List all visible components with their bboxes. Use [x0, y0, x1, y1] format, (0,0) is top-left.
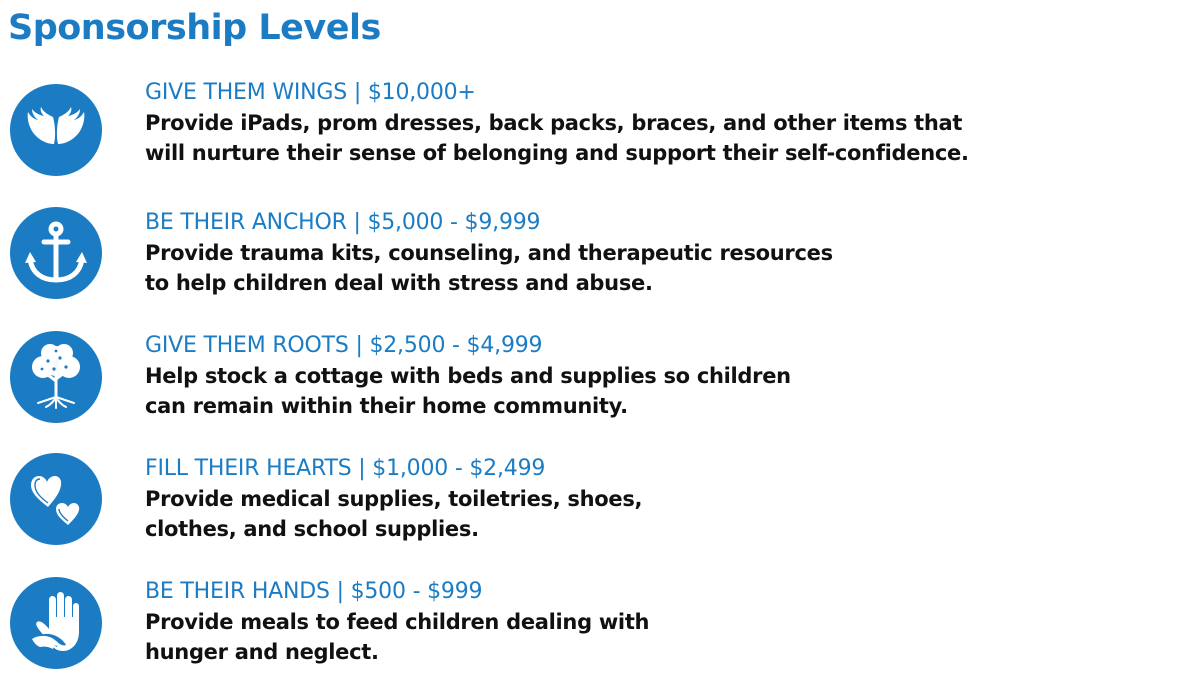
level-heading: FILL THEIR HEARTS | $1,000 - $2,499: [145, 456, 546, 481]
level-description-line: clothes, and school supplies.: [145, 517, 479, 541]
level-text: [145, 331, 791, 421]
level-description-line: to help children deal with stress and abuse.: [145, 271, 653, 295]
level-text: [145, 208, 833, 298]
level-description-line: Provide meals to feed children dealing with: [145, 610, 650, 634]
level-heading: BE THEIR HANDS | $500 - $999: [145, 579, 483, 604]
level-heading: GIVE THEM WINGS | $10,000+: [145, 80, 476, 105]
level-description-line: Help stock a cottage with beds and supplies so children: [145, 364, 791, 388]
level-text: [145, 577, 649, 667]
level-text: [145, 454, 642, 544]
level-heading: BE THEIR ANCHOR | $5,000 - $9,999: [145, 210, 541, 235]
hearts-icon: [10, 453, 102, 545]
level-description-line: will nurture their sense of belonging and support their self-confidence.: [145, 141, 969, 165]
level-description-line: Provide medical supplies, toiletries, shoes,: [145, 487, 643, 511]
level-description-line: Provide iPads, prom dresses, back packs, braces, and other items that: [145, 111, 963, 135]
tree-icon: [10, 331, 102, 423]
level-description-line: Provide trauma kits, counseling, and therapeutic resources: [145, 241, 833, 265]
level-heading: GIVE THEM ROOTS | $2,500 - $4,999: [145, 333, 543, 358]
level-description-line: can remain within their home community.: [145, 394, 628, 418]
anchor-icon: [10, 207, 102, 299]
level-text: [145, 78, 969, 168]
hands-icon: [10, 577, 102, 669]
level-description-line: hunger and neglect.: [145, 640, 379, 664]
wings-icon: [10, 84, 102, 176]
page-title: Sponsorship Levels: [8, 8, 381, 48]
